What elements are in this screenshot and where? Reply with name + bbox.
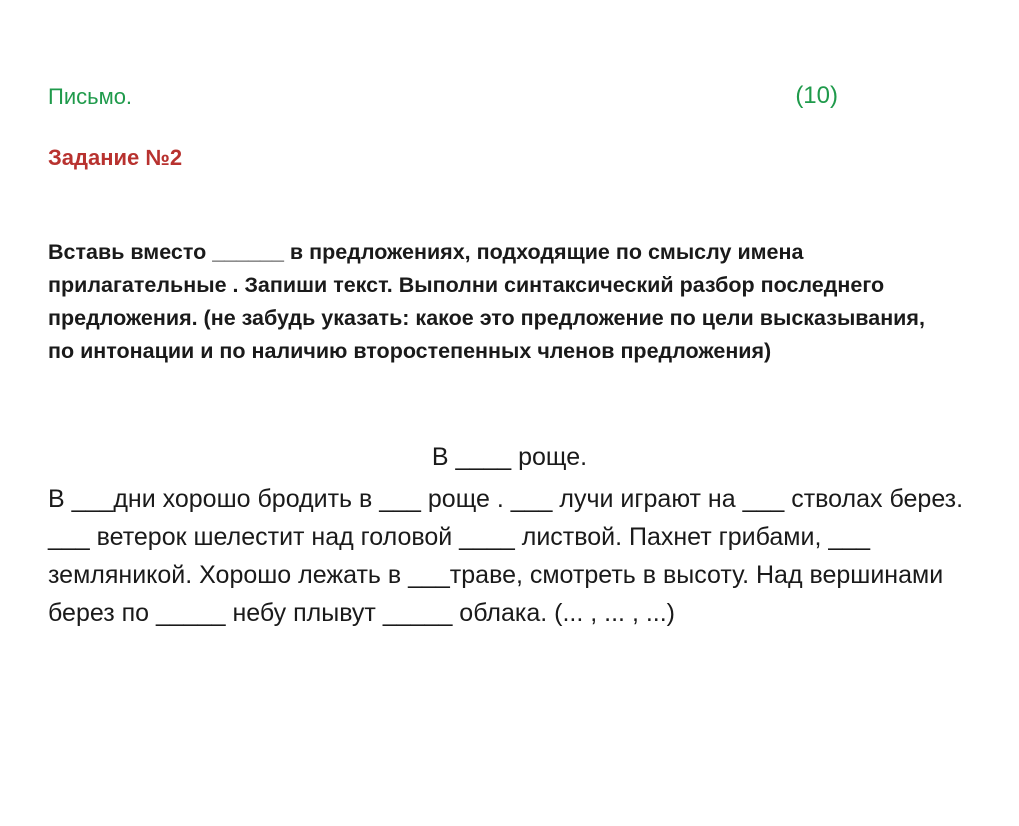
main-text: В ___дни хорошо бродить в ___ роще . ___ лучи играют на ___ стволах берез. ___ ветерок шелестит над головой ____ листвой. Пахнет грибами, ___ земляникой. Хорошо лежать в ___траве, смотреть в высоту. Над вершинами берез по _____ небу плывут _____ облака. (... , ... , ...) <box>48 485 964 627</box>
text-title: В ____ роще. <box>431 443 588 471</box>
section-title: Письмо. <box>48 84 133 109</box>
task-instructions: Вставь вместо ______ в предложениях, подходящие по смыслу имена прилагательные . Запиши текст. Выполни синтаксический разбор последнего предложения. (не забудь указать: какое это предложение по цели высказывания, по интонации и по наличию второстепенных членов предложения) <box>48 240 925 363</box>
score-label: (10) <box>795 82 838 109</box>
header-row <box>48 80 838 116</box>
task-number: Задание №2 <box>48 145 183 170</box>
